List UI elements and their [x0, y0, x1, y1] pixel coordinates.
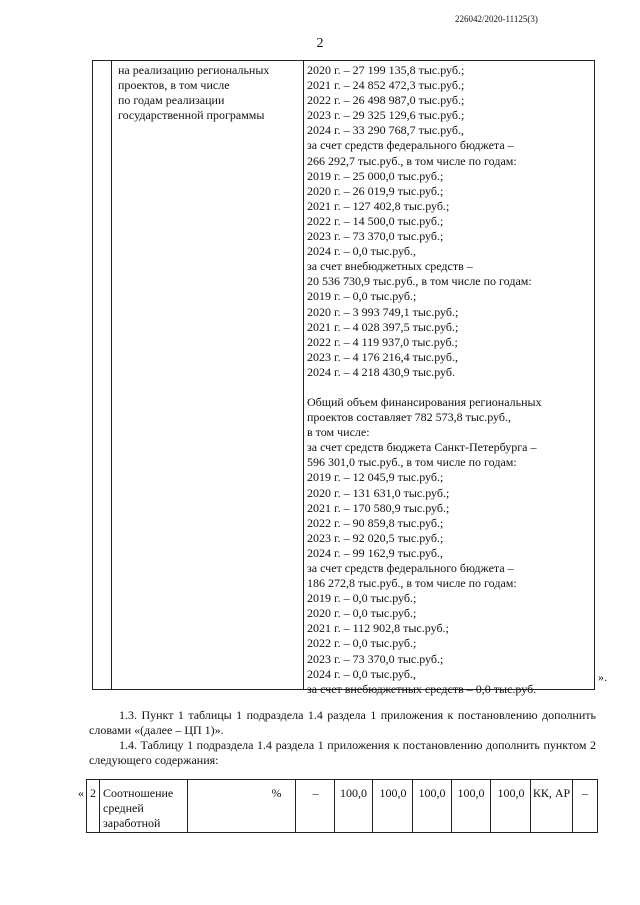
paragraph-1-4: [89, 738, 596, 768]
table-left-cell: [118, 63, 308, 123]
funding-line: Общий объем финансирования региональных: [307, 394, 542, 409]
table-right-cell: [307, 63, 592, 697]
funding-line: 2023 г. – 73 370,0 тыс.руб.;: [307, 651, 444, 666]
document-number: 226042/2020-11125(3): [455, 14, 538, 24]
row-number-cell: 2: [87, 780, 100, 832]
funding-line: 596 301,0 тыс.руб., в том числе по годам:: [307, 455, 517, 470]
funding-line: 2019 г. – 12 045,9 тыс.руб.;: [307, 470, 444, 485]
value-cell: 100,0: [413, 780, 452, 832]
funding-line: 2024 г. – 99 162,9 тыс.руб.,: [307, 545, 443, 560]
funding-line: 2021 г. – 170 580,9 тыс.руб.;: [307, 500, 450, 515]
funding-line: 2023 г. – 73 370,0 тыс.руб.;: [307, 229, 444, 244]
funding-line: 2019 г. – 0,0 тыс.руб.;: [307, 289, 417, 304]
funding-line: 2024 г. – 0,0 тыс.руб.,: [307, 244, 416, 259]
funding-line: 2024 г. – 4 218 430,9 тыс.руб.: [307, 364, 455, 379]
funding-line: 2019 г. – 0,0 тыс.руб.;: [307, 591, 417, 606]
funding-line: 2023 г. – 29 325 129,6 тыс.руб.;: [307, 108, 465, 123]
responsible-cell: КК, АР: [531, 780, 573, 832]
paragraph-1-4-text: 1.4. Таблицу 1 подраздела 1.4 раздела 1 приложения к постановлению дополнить пунктом 2 следующего содержания:: [89, 738, 596, 767]
funding-line: 2023 г. – 92 020,5 тыс.руб.;: [307, 530, 444, 545]
funding-line: 2024 г. – 0,0 тыс.руб.,: [307, 666, 416, 681]
table-column-divider: [303, 61, 304, 689]
funding-line: за счет внебюджетных средств –: [307, 259, 473, 274]
funding-line: за счет внебюджетных средств – 0,0 тыс.руб.: [307, 681, 537, 696]
value-cell: –: [297, 780, 335, 832]
indicator-row-table: [86, 779, 598, 833]
funding-line: 2022 г. – 90 859,8 тыс.руб.;: [307, 515, 444, 530]
funding-table: [92, 60, 595, 696]
closing-quote: ».: [598, 670, 607, 684]
value-cell: 100,0: [492, 780, 531, 832]
funding-line: 2020 г. – 0,0 тыс.руб.;: [307, 606, 417, 621]
funding-line: 2020 г. – 27 199 135,8 тыс.руб.;: [307, 63, 465, 77]
funding-line: 2020 г. – 3 993 749,1 тыс.руб.;: [307, 304, 459, 319]
paragraph-1-3-text: 1.3. Пункт 1 таблицы 1 подраздела 1.4 раздела 1 приложения к постановлению дополнить словами «(далее – ЦП 1)».: [89, 708, 596, 737]
funding-line: 2022 г. – 4 119 937,0 тыс.руб.;: [307, 334, 458, 349]
value-cell: 100,0: [452, 780, 491, 832]
blank-line: [307, 380, 592, 395]
left-cell-line: по годам реализации: [118, 93, 225, 107]
funding-line: 2021 г. – 127 402,8 тыс.руб.;: [307, 198, 450, 213]
funding-line: 2022 г. – 14 500,0 тыс.руб.;: [307, 213, 444, 228]
funding-line: 20 536 730,9 тыс.руб., в том числе по годам:: [307, 274, 532, 289]
left-cell-line: проектов, в том числе: [118, 78, 230, 92]
opening-quote: «: [78, 786, 84, 800]
funding-line: за счет средств бюджета Санкт-Петербурга –: [307, 440, 537, 455]
unit-cell: %: [258, 780, 296, 832]
funding-line: 2020 г. – 26 019,9 тыс.руб.;: [307, 183, 444, 198]
funding-line: 266 292,7 тыс.руб., в том числе по годам:: [307, 153, 517, 168]
funding-line: 186 272,8 тыс.руб., в том числе по годам:: [307, 576, 517, 591]
funding-line: 2022 г. – 0,0 тыс.руб.;: [307, 636, 417, 651]
funding-line: за счет средств федерального бюджета –: [307, 561, 514, 575]
table-column-divider: [111, 61, 112, 689]
funding-line: 2020 г. – 131 631,0 тыс.руб.;: [307, 485, 450, 500]
left-cell-line: на реализацию региональных: [118, 63, 270, 77]
funding-line: 2023 г. – 4 176 216,4 тыс.руб.,: [307, 349, 458, 364]
value-cell: 100,0: [374, 780, 413, 832]
page-number: 2: [316, 36, 324, 51]
funding-line: 2019 г. – 25 000,0 тыс.руб.;: [307, 168, 444, 183]
paragraph-1-3: [89, 708, 596, 738]
funding-line: в том числе:: [307, 425, 370, 440]
funding-line: проектов составляет 782 573,8 тыс.руб.,: [307, 410, 511, 425]
value-cell: –: [582, 786, 588, 800]
value-cell: 100,0: [335, 780, 373, 832]
funding-line: за счет средств федерального бюджета –: [307, 138, 514, 153]
funding-line: 2022 г. – 26 498 987,0 тыс.руб.;: [307, 93, 465, 108]
indicator-name-cell: Соотношение средней заработной: [100, 780, 188, 832]
funding-line: 2021 г. – 112 902,8 тыс.руб.;: [307, 621, 449, 636]
funding-line: 2021 г. – 24 852 472,3 тыс.руб.;: [307, 78, 465, 93]
left-cell-line: государственной программы: [118, 108, 265, 122]
funding-line: 2024 г. – 33 290 768,7 тыс.руб.,: [307, 123, 464, 138]
funding-line: 2021 г. – 4 028 397,5 тыс.руб.;: [307, 319, 459, 334]
